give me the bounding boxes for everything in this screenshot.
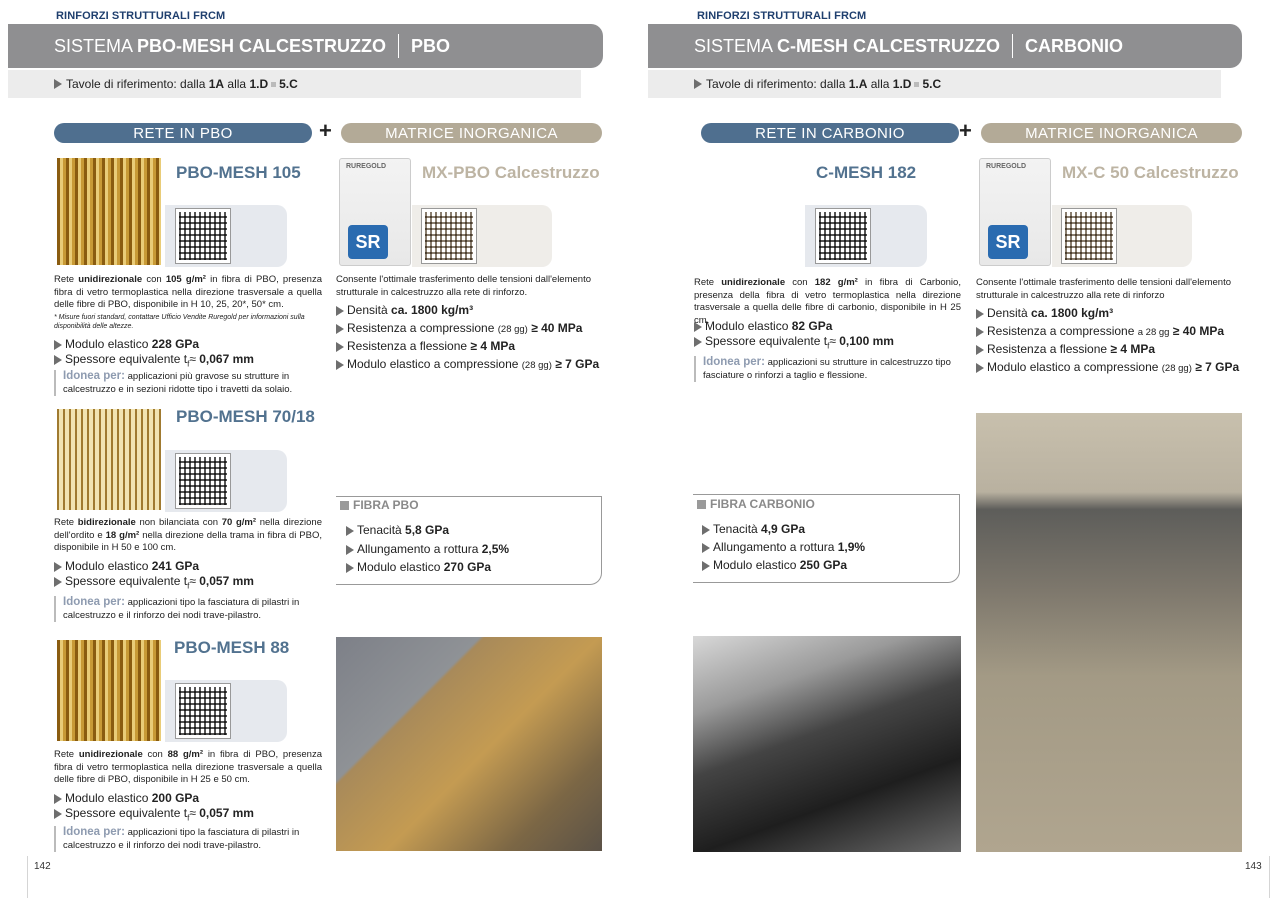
ref-label: Tavole di riferimento: dalla: [66, 77, 209, 91]
application-photo: [693, 636, 961, 852]
mx-pbo-bag-image: [339, 158, 411, 266]
spec-line: Modulo elastico 270 GPa: [346, 558, 491, 576]
spec-line: Modulo elastico 82 GPa: [694, 317, 832, 335]
product-description: Rete unidirezionale con 182 g/m² in fibra di Carbonio, presenza della fibra di vetro termoplastica nella direzione trasversale a quella delle fibre di carbonio, disponibile in H 25 cm.: [694, 277, 961, 326]
spec-line: Modulo elastico 200 GPa: [54, 789, 199, 807]
triangle-bullet-icon: [694, 337, 702, 347]
reference-bar: [648, 70, 1221, 98]
title-divider: [398, 34, 399, 58]
bag-logo: RUREGOLD: [346, 163, 387, 170]
sr-logo: SR: [988, 225, 1028, 259]
page-rule: [1269, 856, 1270, 898]
page-rule: [27, 856, 28, 898]
qr-code-icon[interactable]: [176, 209, 230, 263]
triangle-bullet-icon: [336, 324, 344, 334]
qr-code-icon[interactable]: [176, 454, 230, 508]
matrix-description: Consente l'ottimale trasferimento delle tensioni dall'elemento strutturale in calcestruzzo alla rete di rinforzo.: [336, 274, 591, 298]
triangle-bullet-icon: [336, 342, 344, 352]
mx-c50-bag-image: [979, 158, 1051, 266]
triangle-bullet-icon: [346, 563, 354, 573]
qr-code-icon[interactable]: [1062, 209, 1116, 263]
triangle-bullet-icon: [336, 306, 344, 316]
triangle-bullet-icon: [346, 526, 354, 536]
spec-line: Modulo elastico 250 GPa: [702, 556, 847, 574]
pill-matrice: MATRICE INORGANICA: [341, 123, 602, 143]
suitable-for: Idonea per: applicazioni tipo la fasciatura di pilastri in calcestruzzo e il rinforzo dei nodi trave-pilastro.: [54, 596, 322, 622]
ref-b: 1.D: [892, 77, 912, 91]
suitable-for: Idonea per: applicazioni più gravose su strutture in calcestruzzo e in sezioni ridotte tipo i travetti da solaio.: [54, 370, 322, 396]
spec-line: Spessore equivalente $t_f\approx 0,057$ mm: [54, 804, 254, 827]
reference-bar: [8, 70, 581, 98]
title-prefix: SISTEMA: [54, 35, 138, 56]
qr-code-icon[interactable]: [176, 684, 230, 738]
fibra-title: FIBRA CARBONIO: [697, 497, 815, 511]
ref-a: 1A: [208, 77, 225, 91]
spec-line: Densità ca. 1800 kg/m³: [336, 301, 473, 319]
triangle-bullet-icon: [976, 327, 984, 337]
spec-line: Allungamento a rottura 2,5%: [346, 540, 509, 558]
square-icon: [697, 500, 706, 509]
suitable-for: Idonea per: applicazioni su strutture in calcestruzzo tipo fasciature o rinforzi a taglio e flessione.: [694, 356, 961, 382]
plus-icon: +: [959, 118, 972, 143]
spec-line: Modulo elastico a compressione (28 gg) ≥ 7 GPa: [336, 355, 599, 375]
ref-a: 1.A: [848, 77, 868, 91]
triangle-bullet-icon: [702, 525, 710, 535]
matrix-title: MX-PBO Calcestruzzo: [422, 163, 600, 182]
triangle-bullet-icon: [702, 561, 710, 571]
triangle-bullet-icon: [54, 562, 62, 572]
footnote: * Misure fuori standard, contattare Ufficio Vendite Ruregold per informazioni sulla disponibilità delle altezze.: [54, 314, 305, 330]
spec-line: Resistenza a flessione ≥ 4 MPa: [976, 340, 1155, 358]
pbo-mesh-105-image: [57, 158, 161, 265]
title-bold: PBO-MESH CALCESTRUZZO: [137, 35, 387, 56]
spec-line: Tenacità 5,8 GPa: [346, 521, 449, 539]
triangle-bullet-icon: [54, 577, 62, 587]
section-label: RINFORZI STRUTTURALI FRCM: [56, 10, 226, 22]
ref-b: 1.D: [249, 77, 269, 91]
square-separator-icon: [914, 82, 919, 87]
ref-label: Tavole di riferimento: dalla: [706, 77, 849, 91]
triangle-bullet-icon: [976, 363, 984, 373]
ref-c: 5.C: [922, 77, 942, 91]
page-title: [8, 24, 603, 68]
c-mesh-182-image: [696, 158, 800, 265]
product-title: PBO-MESH 88: [174, 638, 290, 657]
page-title: [648, 24, 1242, 68]
spec-line: Resistenza a compressione a 28 gg ≥ 40 MPa: [976, 322, 1224, 342]
triangle-bullet-icon: [976, 345, 984, 355]
column-wrap-photo: [976, 413, 1242, 852]
square-separator-icon: [271, 82, 276, 87]
triangle-bullet-icon: [694, 322, 702, 332]
sr-logo: SR: [348, 225, 388, 259]
triangle-bullet-icon: [336, 360, 344, 370]
pill-rete: RETE IN PBO: [54, 123, 312, 143]
triangle-bullet-icon: [54, 355, 62, 365]
spec-line: Resistenza a compressione (28 gg) ≥ 40 MPa: [336, 319, 582, 339]
bag-logo: RUREGOLD: [986, 163, 1027, 170]
fibra-title: FIBRA PBO: [340, 498, 419, 512]
title-divider: [1012, 34, 1013, 58]
triangle-bullet-icon: [346, 545, 354, 555]
pbo-mesh-70-18-image: [57, 409, 161, 510]
spec-line: Modulo elastico 228 GPa: [54, 335, 199, 353]
spec-line: Spessore equivalente $t_f\approx 0,057$ mm: [54, 572, 254, 595]
title-suffix: PBO: [411, 35, 451, 56]
plus-icon: +: [319, 118, 332, 143]
spec-line: Modulo elastico 241 GPa: [54, 557, 199, 575]
spec-line: Allungamento a rottura 1,9%: [702, 538, 865, 556]
product-description: Rete bidirezionale non bilanciata con 70 g/m² nella direzione dell'ordito e 18 g/m² nella direzione della trama in fibra di PBO, disponibile in H 50 e 100 cm.: [54, 517, 322, 553]
title-prefix: SISTEMA: [694, 35, 778, 56]
qr-code-icon[interactable]: [422, 209, 476, 263]
triangle-bullet-icon: [54, 794, 62, 804]
section-label: RINFORZI STRUTTURALI FRCM: [697, 10, 867, 22]
right-page: [640, 0, 1280, 905]
square-icon: [340, 501, 349, 510]
ref-c: 5.C: [279, 77, 298, 91]
ref-mid: alla: [224, 77, 250, 91]
matrix-description: Consente l'ottimale trasferimento delle tensioni dall'elemento strutturale in calcestruzzo alla rete di rinforzo: [976, 277, 1231, 301]
page-number: 143: [1245, 861, 1262, 872]
spec-line: Spessore equivalente $t_f\approx 0,100$ mm: [694, 332, 894, 355]
suitable-for: Idonea per: applicazioni tipo la fasciatura di pilastri in calcestruzzo e il rinforzo dei nodi trave-pilastro.: [54, 826, 322, 852]
title-bold: C-MESH CALCESTRUZZO: [777, 35, 1001, 56]
product-title: PBO-MESH 105: [176, 163, 301, 182]
spec-line: Resistenza a flessione ≥ 4 MPa: [336, 337, 515, 355]
spec-line: Modulo elastico a compressione (28 gg) ≥ 7 GPa: [976, 358, 1239, 378]
triangle-bullet-icon: [694, 79, 702, 89]
triangle-bullet-icon: [54, 79, 62, 89]
installation-photo: [336, 637, 602, 851]
product-title: PBO-MESH 70/18: [176, 407, 315, 426]
page-number: 142: [34, 861, 51, 872]
pbo-mesh-88-image: [57, 640, 161, 741]
spec-line: Spessore equivalente $t_f\approx 0,067$ mm: [54, 350, 254, 373]
product-description: Rete unidirezionale con 105 g/m² in fibra di PBO, presenza fibra di vetro termoplastica nella direzione trasversale a quella delle fibre di PBO, disponibile in H 10, 25, 20*, 50* cm.: [54, 274, 322, 310]
pill-rete: RETE IN CARBONIO: [701, 123, 959, 143]
matrix-title: MX-C 50 Calcestruzzo: [1062, 163, 1239, 182]
spec-line: Tenacità 4,9 GPa: [702, 520, 805, 538]
pill-matrice: MATRICE INORGANICA: [981, 123, 1242, 143]
triangle-bullet-icon: [976, 309, 984, 319]
product-description: Rete unidirezionale con 88 g/m² in fibra di PBO, presenza fibra di vetro termoplastica nella direzione trasversale a quella delle fibre di PBO, disponibile in H 25 e 50 cm.: [54, 749, 322, 785]
ref-mid: alla: [867, 77, 893, 91]
spec-line: Densità ca. 1800 kg/m³: [976, 304, 1113, 322]
qr-code-icon[interactable]: [816, 209, 870, 263]
triangle-bullet-icon: [54, 809, 62, 819]
triangle-bullet-icon: [702, 543, 710, 553]
product-title: C-MESH 182: [816, 163, 917, 182]
triangle-bullet-icon: [54, 340, 62, 350]
title-suffix: CARBONIO: [1025, 35, 1124, 56]
